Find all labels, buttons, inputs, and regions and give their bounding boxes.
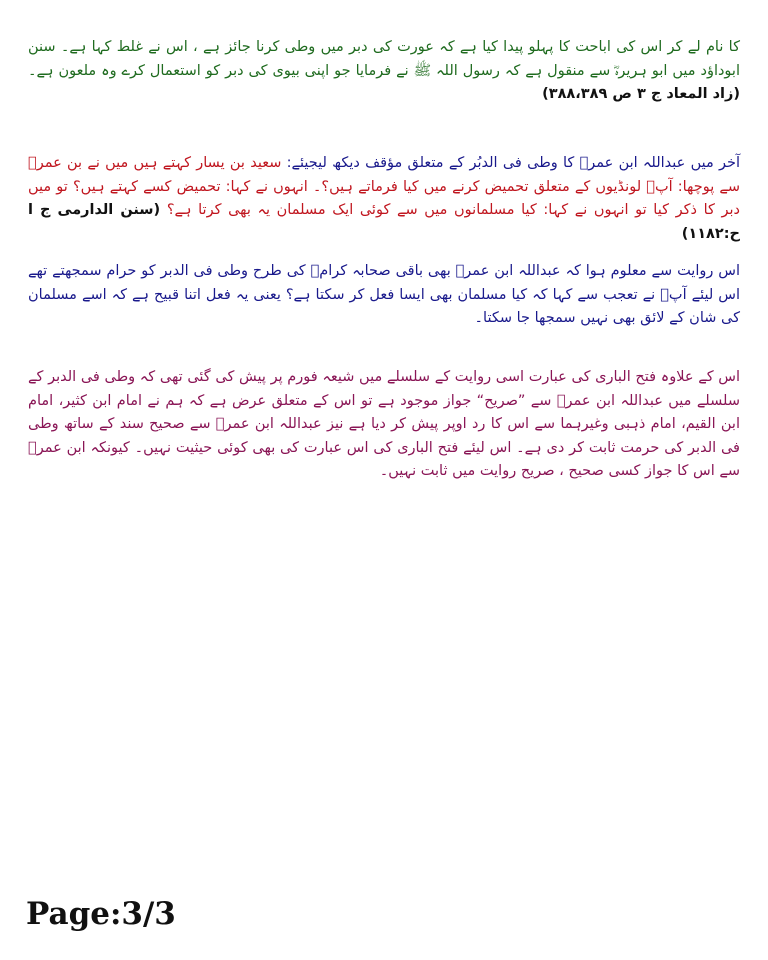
paragraph-conclusion	[28, 260, 740, 331]
paragraph-zad-al-maad	[28, 36, 740, 107]
citation-zad-al-maad: (زاد المعاد ج ۳ ص ۳۸۸،۳۸۹)	[542, 86, 740, 102]
paragraph-text: اس روایت سے معلوم ہوا کہ عبداللہ ابن عمرؓ بھی باقی صحابہ کرامؓ کی طرح وطی فی الدبر کو حرام سمجھتے تھے اس لیئے آپؓ نے تعجب سے کہا کہ کیا مسلمان بھی ایسا فعل کر سکتا ہے؟ یعنی یہ فعل اتنا قبیح ہے کہ اسے مسلمان کی شان کے لائق بھی نہیں سمجھا جا سکتا۔	[28, 263, 740, 326]
paragraph-ibn-umar-view	[28, 152, 740, 246]
paragraph-text: کا نام لے کر اس کی اباحت کا پہلو پیدا کیا ہے کہ عورت کی دبر میں وطی کرنا جائز ہے ، اس نے غلط کہا ہے۔ سنن ابوداؤد میں ابو ہریرہؓ سے منقول ہے کہ رسول اللہ ﷺ نے فرمایا جو اپنی بیوی کی دبر کو استعمال کرے وہ ملعون ہے۔	[28, 39, 740, 79]
paragraph-quote: سعید بن یسار کہتے ہیں میں نے بن عمرؓ سے پوچھا: آپؓ لونڈیوں کے متعلق تحمیض کرنے میں کیا فرماتے ہیں؟۔ انہوں نے کہا: تحمیض کسے کہتے ہیں؟ تو میں دبر کا ذکر کیا تو انہوں نے کہا: کیا مسلمانوں میں سے کوئی ایک مسلمان یہ بھی کرتا ہے؟	[28, 155, 741, 218]
paragraph-fath-al-bari	[28, 366, 740, 484]
paragraph-intro: آخر میں عبداللہ ابن عمرؓ کا وطی فی الدبُر کے متعلق مؤقف دیکھ لیجیئے:	[286, 155, 741, 171]
paragraph-text: اس کے علاوہ فتح الباری کی عبارت اسی روایت کے سلسلے میں شیعہ فورم پر پیش کی گئی تھی کہ وطی فی الدبر کے سلسلے میں عبداللہ ابن عمرؓ سے ”صریح“ جواز موجود ہے تو اس کے متعلق عرض ہے کہ ہم نے امام ابن کثیر، امام ابن القیم، امام ذہبی وغیرہما سے اس کا رد اوپر پیش کر دیا ہے نیز عبداللہ ابن عمرؓ سے صحیح سند کے ساتھ وطی فی الدبر کی حرمت ثابت کر دی ہے۔ اس لیئے فتح الباری کی اس عبارت کی بھی کوئی حیثیت نہیں۔ کیونکہ ابن عمرؓ سے اس کا جواز کسی صحیح ، صریح روایت میں ثابت نہیں۔	[28, 369, 740, 479]
page-number: Page:3/3	[26, 896, 176, 932]
citation-sunan-darimi: (سنن الدارمی ج ا ح:۱۱۸۲)	[28, 202, 740, 242]
